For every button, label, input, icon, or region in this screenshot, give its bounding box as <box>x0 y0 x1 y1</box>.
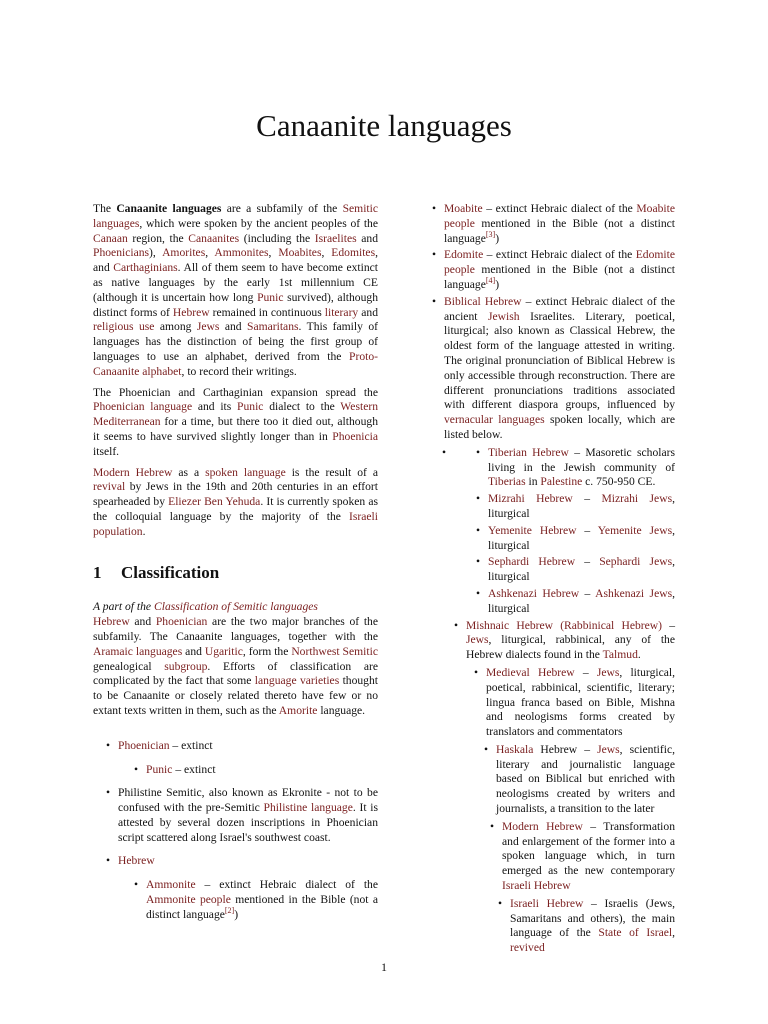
list-item <box>106 854 378 922</box>
link-northwest-semitic[interactable]: Northwest Semitic <box>291 644 378 658</box>
link-moabites[interactable]: Moabites <box>278 246 322 260</box>
hebrew-sublist <box>118 878 378 922</box>
link-philistine-language[interactable]: Philistine language <box>263 801 353 815</box>
link-haskala[interactable]: Haskala <box>496 742 534 756</box>
term-canaanite-languages: Canaanite languages <box>116 202 222 215</box>
link-tiberian-hebrew[interactable]: Tiberian Hebrew <box>488 445 569 459</box>
link-yemenite-hebrew[interactable]: Yemenite Hebrew <box>488 523 577 537</box>
link-phoenicians[interactable]: Phoenicians <box>93 246 150 260</box>
link-biblical-hebrew[interactable]: Biblical Hebrew <box>444 294 522 308</box>
link-hebrew-branch[interactable]: Hebrew <box>93 615 130 629</box>
link-amorites[interactable]: Amorites <box>162 246 206 260</box>
link-canaanites[interactable]: Canaanites <box>188 231 240 245</box>
link-phoenician-branch[interactable]: Phoenician <box>155 615 208 629</box>
link-tiberias[interactable]: Tiberias <box>488 475 526 489</box>
link-yemenite-jews[interactable]: Yemenite Jews <box>597 523 673 537</box>
link-jews[interactable]: Jews <box>196 320 220 334</box>
list-item: • Moabite – extinct Hebraic dialect of the Moabite people mentioned in the Bible (not a distinct language[3]) <box>432 202 675 245</box>
bullet-icon: • <box>432 248 437 262</box>
list-item: • Haskala Hebrew – Jews, scientific, literary and journalistic language based on Biblical but enriched with neologisms created by writers and journalists, a transition to the later • Modern Hebrew – Transformation and enlargement of the former into a spoken language which, in turn emerged as the new contemporary Israeli Hebrew • Israeli Hebrew – Israelis (Jews, Samaritans and others), the main language of the State of Israel, revived <box>484 742 676 955</box>
link-ammonite[interactable]: Ammonite <box>146 878 196 892</box>
link-classification-semitic[interactable]: Classification of Semitic languages <box>153 600 318 614</box>
link-carthaginians[interactable]: Carthaginians <box>113 261 178 275</box>
bullet-icon: • <box>106 786 111 800</box>
bullet-icon: • <box>106 854 111 868</box>
link-ashkenazi-jews[interactable]: Ashkenazi Jews <box>595 586 673 600</box>
link-ammonites[interactable]: Ammonites <box>214 246 269 260</box>
link-edomite[interactable]: Edomite <box>444 248 484 262</box>
link-western-mediterranean[interactable]: Western Mediterranean <box>93 400 378 429</box>
link-jews-medieval[interactable]: Jews <box>596 665 620 679</box>
link-israeli-hebrew[interactable]: Israeli Hebrew <box>502 879 571 893</box>
bullet-icon: • <box>476 586 481 600</box>
list-item: • Philistine Semitic, also known as Ekronite - not to be confused with the pre-Semitic Philistine language. It is attested by several dozen inscriptions in Phoenician script scattered along Israel's southwest coast. <box>106 786 378 844</box>
list-item: • Sephardi Hebrew – Sephardi Jews, liturgical <box>476 555 676 584</box>
list-item: • Phoenician – extinct • Punic – extinct <box>118 739 378 778</box>
modern-sublist <box>490 819 675 956</box>
list-item: • Medieval Hebrew – Jews, liturgical, poetical, rabbinical, scientific, literary; lingua franca based on Bible, Mishna and neologisms forms created by translators and commentators • Haskala Hebrew – Jews, scientific, literary and journalistic language based on Biblical but enriched with neologisms created by writers and journalists, a transition to the later • Modern Hebrew – Transformation and enlargement of the former into a spoken language which, in turn emerged as the new contemporary Israeli Hebrew • Israeli Hebrew – Israelis (Jews, Samaritans and others), the main language of the State of Israel, revived <box>474 665 676 955</box>
link-canaan[interactable]: Canaan <box>93 231 128 245</box>
medieval-sublist <box>466 666 675 956</box>
link-hebrew-item[interactable]: Hebrew <box>118 854 155 868</box>
link-amorite[interactable]: Amorite <box>278 703 318 717</box>
classification-caption: A part of the Classification of Semitic languages <box>93 600 318 614</box>
section-number: 1 <box>93 562 102 582</box>
link-edomites[interactable]: Edomites <box>331 246 376 260</box>
link-mishnaic-hebrew[interactable]: Mishnaic Hebrew (Rabbinical Hebrew) <box>466 618 663 632</box>
pronunciation-traditions <box>472 446 675 617</box>
list-item: • Modern Hebrew – Transformation and enlargement of the former into a spoken language which, in turn emerged as the new contemporary Israeli Hebrew • Israeli Hebrew – Israelis (Jews, Samaritans and others), the main language of the State of Israel, revived <box>490 819 675 955</box>
page-title: Canaanite languages <box>256 108 512 143</box>
classification-list <box>93 739 378 923</box>
link-israeli-population[interactable]: Israeli population <box>93 509 378 538</box>
intro-paragraph: The Canaanite languages are a subfamily of the Semitic languages, which were spoken by the ancient peoples of the Canaan region, the Canaanites (including the Israelites and Phoenicians), Amorites, Ammonites, Moabites, Edomites, and Carthaginians. All of them seem to have become extinct as native languages by the early 1st millennium CE (although it is uncertain how long Punic survived), although distinct forms of Hebrew remained in continuous literary and religious use among Jews and Samaritans. This family of languages has the distinction of being the first group of languages to use an alphabet, derived from the Proto-Canaanite alphabet, to record their writings. <box>93 202 378 378</box>
list-item: • Ammonite – extinct Hebraic dialect of the Ammonite people mentioned in the Bible (not a distinct language[2]) <box>134 878 378 921</box>
link-semitic-languages[interactable]: Semitic languages <box>93 202 378 230</box>
link-religious-use[interactable]: religious use <box>93 320 155 334</box>
link-punic-dialect[interactable]: Punic <box>237 400 264 414</box>
citation-2[interactable]: [2] <box>224 906 235 916</box>
list-item: • Mizrahi Hebrew – Mizrahi Jews, liturgical <box>476 492 675 520</box>
link-jews-haskala[interactable]: Jews <box>597 742 620 756</box>
hebrew-dialect-list <box>417 202 675 956</box>
link-edomite-people[interactable]: Edomite people <box>444 248 675 277</box>
list-item: • Ashkenazi Hebrew – Ashkenazi Jews, liturgical <box>476 586 676 615</box>
list-item: • Israeli Hebrew – Israelis (Jews, Samaritans and others), the main language of the State of Israel, revived <box>498 896 675 955</box>
bullet-icon: • <box>432 202 437 215</box>
link-subgroup[interactable]: subgroup <box>164 659 208 673</box>
bullet-icon: • <box>106 738 111 752</box>
bullet-icon: • <box>484 742 489 756</box>
haskala-sublist <box>486 743 675 956</box>
right-column <box>417 202 675 958</box>
list-item <box>442 445 676 617</box>
link-moabite-people[interactable]: Moabite people <box>444 202 675 230</box>
bullet-icon: • <box>134 878 139 892</box>
link-proto-canaanite-alphabet[interactable]: Proto-Canaanite alphabet <box>93 349 378 378</box>
link-palestine[interactable]: Palestine <box>540 475 583 489</box>
link-jewish[interactable]: Jewish <box>488 309 520 323</box>
classification-paragraph: Hebrew and Phoenician are the two major branches of the subfamily. The Canaanite languages, together with the Aramaic languages and Ugaritic, form the Northwest Semitic genealogical subgroup. Efforts of classification are complicated by the fact that some language varieties thought to be Canaanite or closely related thereto have few or no extant texts written in them, such as the Amorite language. <box>93 615 378 717</box>
link-mizrahi-jews[interactable]: Mizrahi Jews <box>601 492 673 506</box>
link-eliezer-ben-yehuda[interactable]: Eliezer Ben Yehuda <box>168 495 261 509</box>
link-phoenician-language[interactable]: Phoenician language <box>93 400 193 414</box>
link-ashkenazi-hebrew[interactable]: Ashkenazi Hebrew <box>488 586 580 600</box>
bullet-icon: • <box>432 294 437 308</box>
modern-hebrew-paragraph: Modern Hebrew as a spoken language is the result of a revival by Jews in the 19th and 20th centuries in an effort spearheaded by Eliezer Ben Yehuda. It is currently spoken as the colloquial language by the majority of the Israeli population. <box>93 465 379 538</box>
link-vernacular-languages[interactable]: vernacular languages <box>444 413 545 427</box>
link-revival[interactable]: revival <box>93 480 126 494</box>
link-spoken-language[interactable]: spoken language <box>205 465 286 479</box>
bullet-icon: • <box>442 445 447 459</box>
link-talmud[interactable]: Talmud <box>602 648 638 662</box>
pronunciation-sublist <box>444 446 675 617</box>
bullet-icon: • <box>134 762 139 776</box>
bullet-icon: • <box>476 555 481 569</box>
israeli-sublist <box>498 896 675 956</box>
link-moabite[interactable]: Moabite <box>444 202 483 215</box>
left-column <box>93 202 378 932</box>
link-revived[interactable]: revived <box>510 941 545 955</box>
link-sephardi-hebrew[interactable]: Sephardi Hebrew <box>488 555 576 569</box>
page-number: 1 <box>381 960 387 974</box>
link-ugaritic[interactable]: Ugaritic <box>204 644 243 658</box>
link-aramaic-languages[interactable]: Aramaic languages <box>93 644 183 658</box>
link-ammonite-people[interactable]: Ammonite people <box>146 893 231 907</box>
list-item: • Yemenite Hebrew – Yemenite Jews, liturgical <box>476 523 675 552</box>
link-mizrahi-hebrew[interactable]: Mizrahi Hebrew <box>488 492 573 506</box>
link-state-of-israel[interactable]: State of Israel <box>598 926 673 940</box>
bullet-icon: • <box>474 665 479 679</box>
link-medieval-hebrew[interactable]: Medieval Hebrew <box>486 665 575 679</box>
link-sephardi-jews[interactable]: Sephardi Jews <box>599 555 673 569</box>
list-item: • Edomite – extinct Hebraic dialect of the Edomite people mentioned in the Bible (not a distinct language[4]) <box>432 248 675 291</box>
citation-3[interactable]: [3] <box>485 229 496 239</box>
citation-4[interactable]: [4] <box>485 276 496 286</box>
link-israelites[interactable]: Israelites <box>314 231 357 245</box>
link-hebrew[interactable]: Hebrew <box>172 305 210 319</box>
link-phoenician[interactable]: Phoenician <box>118 738 170 752</box>
link-modern-hebrew[interactable]: Modern Hebrew <box>93 465 173 479</box>
list-item: • Tiberian Hebrew – Masoretic scholars living in the Jewish community of Tiberias in Palestine c. 750-950 CE. <box>476 445 675 489</box>
section-title: Classification <box>121 562 220 582</box>
link-punic[interactable]: Punic <box>257 290 284 304</box>
link-literary[interactable]: literary <box>324 305 359 319</box>
link-language-varieties[interactable]: language varieties <box>254 674 340 688</box>
link-israeli-hebrew-item[interactable]: Israeli Hebrew <box>510 896 584 910</box>
list-item: • Mishnaic Hebrew (Rabbinical Hebrew) – Jews, liturgical, rabbinical, any of the Hebrew dialects found in the Talmud. • Medieval Hebrew – Jews, liturgical, poetical, rabbinical, scientific, literary; lingua franca based on Bible, Mishna and neologisms forms created by translators and commentators • Haskala Hebrew – Jews, scientific, literary and journalistic language based on Biblical but enriched with neologisms created by writers and journalists, a transition to the later • Modern Hebrew – Transformation and enlargement of the former into a spoken language which, in turn emerged as the new contemporary Israeli Hebrew • Israeli Hebrew – Israelis (Jews, Samaritans and others), the main language of the State of Israel, revived <box>454 618 676 955</box>
section-heading-classification <box>93 562 378 582</box>
link-phoenicia[interactable]: Phoenicia <box>332 429 378 443</box>
bullet-icon: • <box>476 445 481 459</box>
bullet-icon: • <box>454 618 459 632</box>
bullet-icon: • <box>476 492 481 506</box>
bullet-icon: • <box>498 896 503 910</box>
phoenician-sublist <box>118 763 378 778</box>
expansion-paragraph: The Phoenician and Carthaginian expansion spread the Phoenician language and its Punic dialect to the Western Mediterranean for a time, but there too it died out, although it seems to have survived slightly longer than in Phoenicia itself. <box>93 385 378 458</box>
link-modern-hebrew-item[interactable]: Modern Hebrew <box>502 819 583 833</box>
link-punic-item[interactable]: Punic <box>146 762 173 776</box>
bullet-icon: • <box>490 819 495 833</box>
list-item: • Biblical Hebrew – extinct Hebraic dialect of the ancient Jewish Israelites. Literary, poetical, liturgical; also known as Classical Hebrew, the oldest form of the language attested in writing. The original pronunciation of Biblical Hebrew is only accessible through reconstruction. There are different pronunciations traditions associated with different diaspora groups, influenced by vernacular languages spoken locally, which are listed below. • • Tiberian Hebrew – Masoretic scholars living in the Jewish community of Tiberias in Palestine c. 750-950 CE. • Mizrahi Hebrew – Mizrahi Jews, liturgical • Yemenite Hebrew – Yemenite Jews, liturgical • Sephardi Hebrew – Sephardi Jews, liturgical • Ashkenazi Hebrew – Ashkenazi Jews, liturgical • Mishnaic Hebrew (Rabbinical Hebrew) – Jews, liturgical, rabbinical, any of the Hebrew dialects found in the Talmud. • Medieval Hebrew – Jews, liturgical, poetical, rabbinical, scientific, literary; lingua franca based on Bible, Mishna and neologisms forms created by translators and commentators • Haskala Hebrew – Jews, scientific, literary and journalistic language based on Biblical but enriched with neologisms created by writers and journalists, a transition to the later • Modern Hebrew – Transformation and enlargement of the former into a spoken language which, in turn emerged as the new contemporary Israeli Hebrew • Israeli Hebrew – Israelis (Jews, Samaritans and others), the main language of the State of Israel, revived <box>432 294 676 955</box>
link-samaritans[interactable]: Samaritans <box>247 320 299 334</box>
bullet-icon: • <box>476 523 481 537</box>
list-item: • Punic – extinct <box>134 762 216 776</box>
link-jews-mishnaic[interactable]: Jews <box>466 633 489 647</box>
post-biblical-list <box>444 619 675 957</box>
